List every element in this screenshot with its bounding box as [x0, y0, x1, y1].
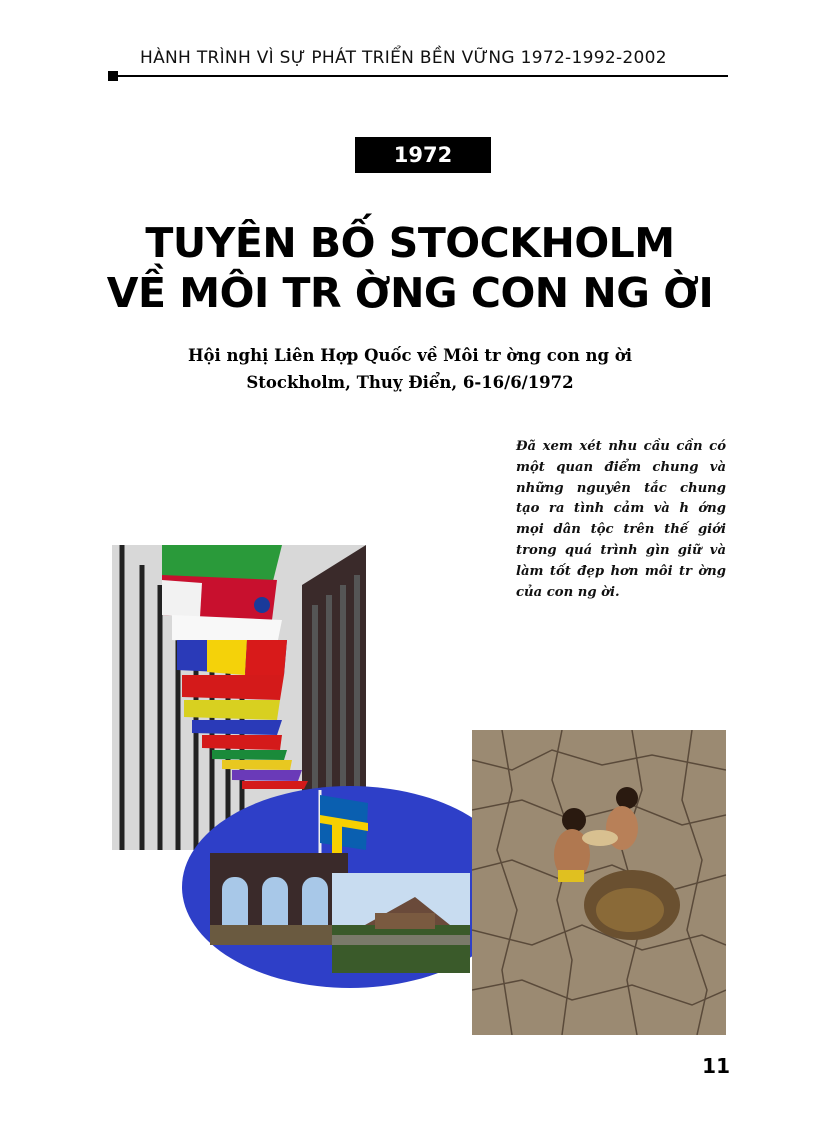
page-number: 11 [702, 1054, 730, 1078]
subtitle-line-2: Stockholm, Thuỵ Điển, 6-16/6/1972 [246, 373, 574, 392]
stockholm-collage [180, 785, 520, 990]
subtitle [120, 342, 700, 396]
header-rule [112, 75, 728, 77]
year-badge: 1972 [355, 137, 491, 173]
page-title [80, 218, 740, 318]
running-header: HÀNH TRÌNH VÌ SỰ PHÁT TRIỂN BỀN VỮNG 1972-1992-2002 [140, 48, 667, 68]
subtitle-line-1: Hội nghị Liên Hợp Quốc về Môi tr ờng con ng ời [187, 346, 633, 365]
title-line-2: VỀ MÔI TR ỜNG CON NG ỜI [106, 269, 714, 317]
quote-paragraph: Đã xem xét nhu cầu cần có một quan điểm chung và những nguyên tắc chung tạo ra tình cảm và h ớng mọi dân tộc trên thế giới trong quá trình gìn giữ và làm tốt đẹp hơn môi tr ờng của con ng ời. [516, 439, 726, 600]
arcade-photo [210, 853, 348, 945]
park-photo [332, 873, 470, 973]
title-line-1: TUYÊN BỐ STOCKHOLM [145, 219, 675, 267]
drought-photo [472, 730, 726, 1035]
